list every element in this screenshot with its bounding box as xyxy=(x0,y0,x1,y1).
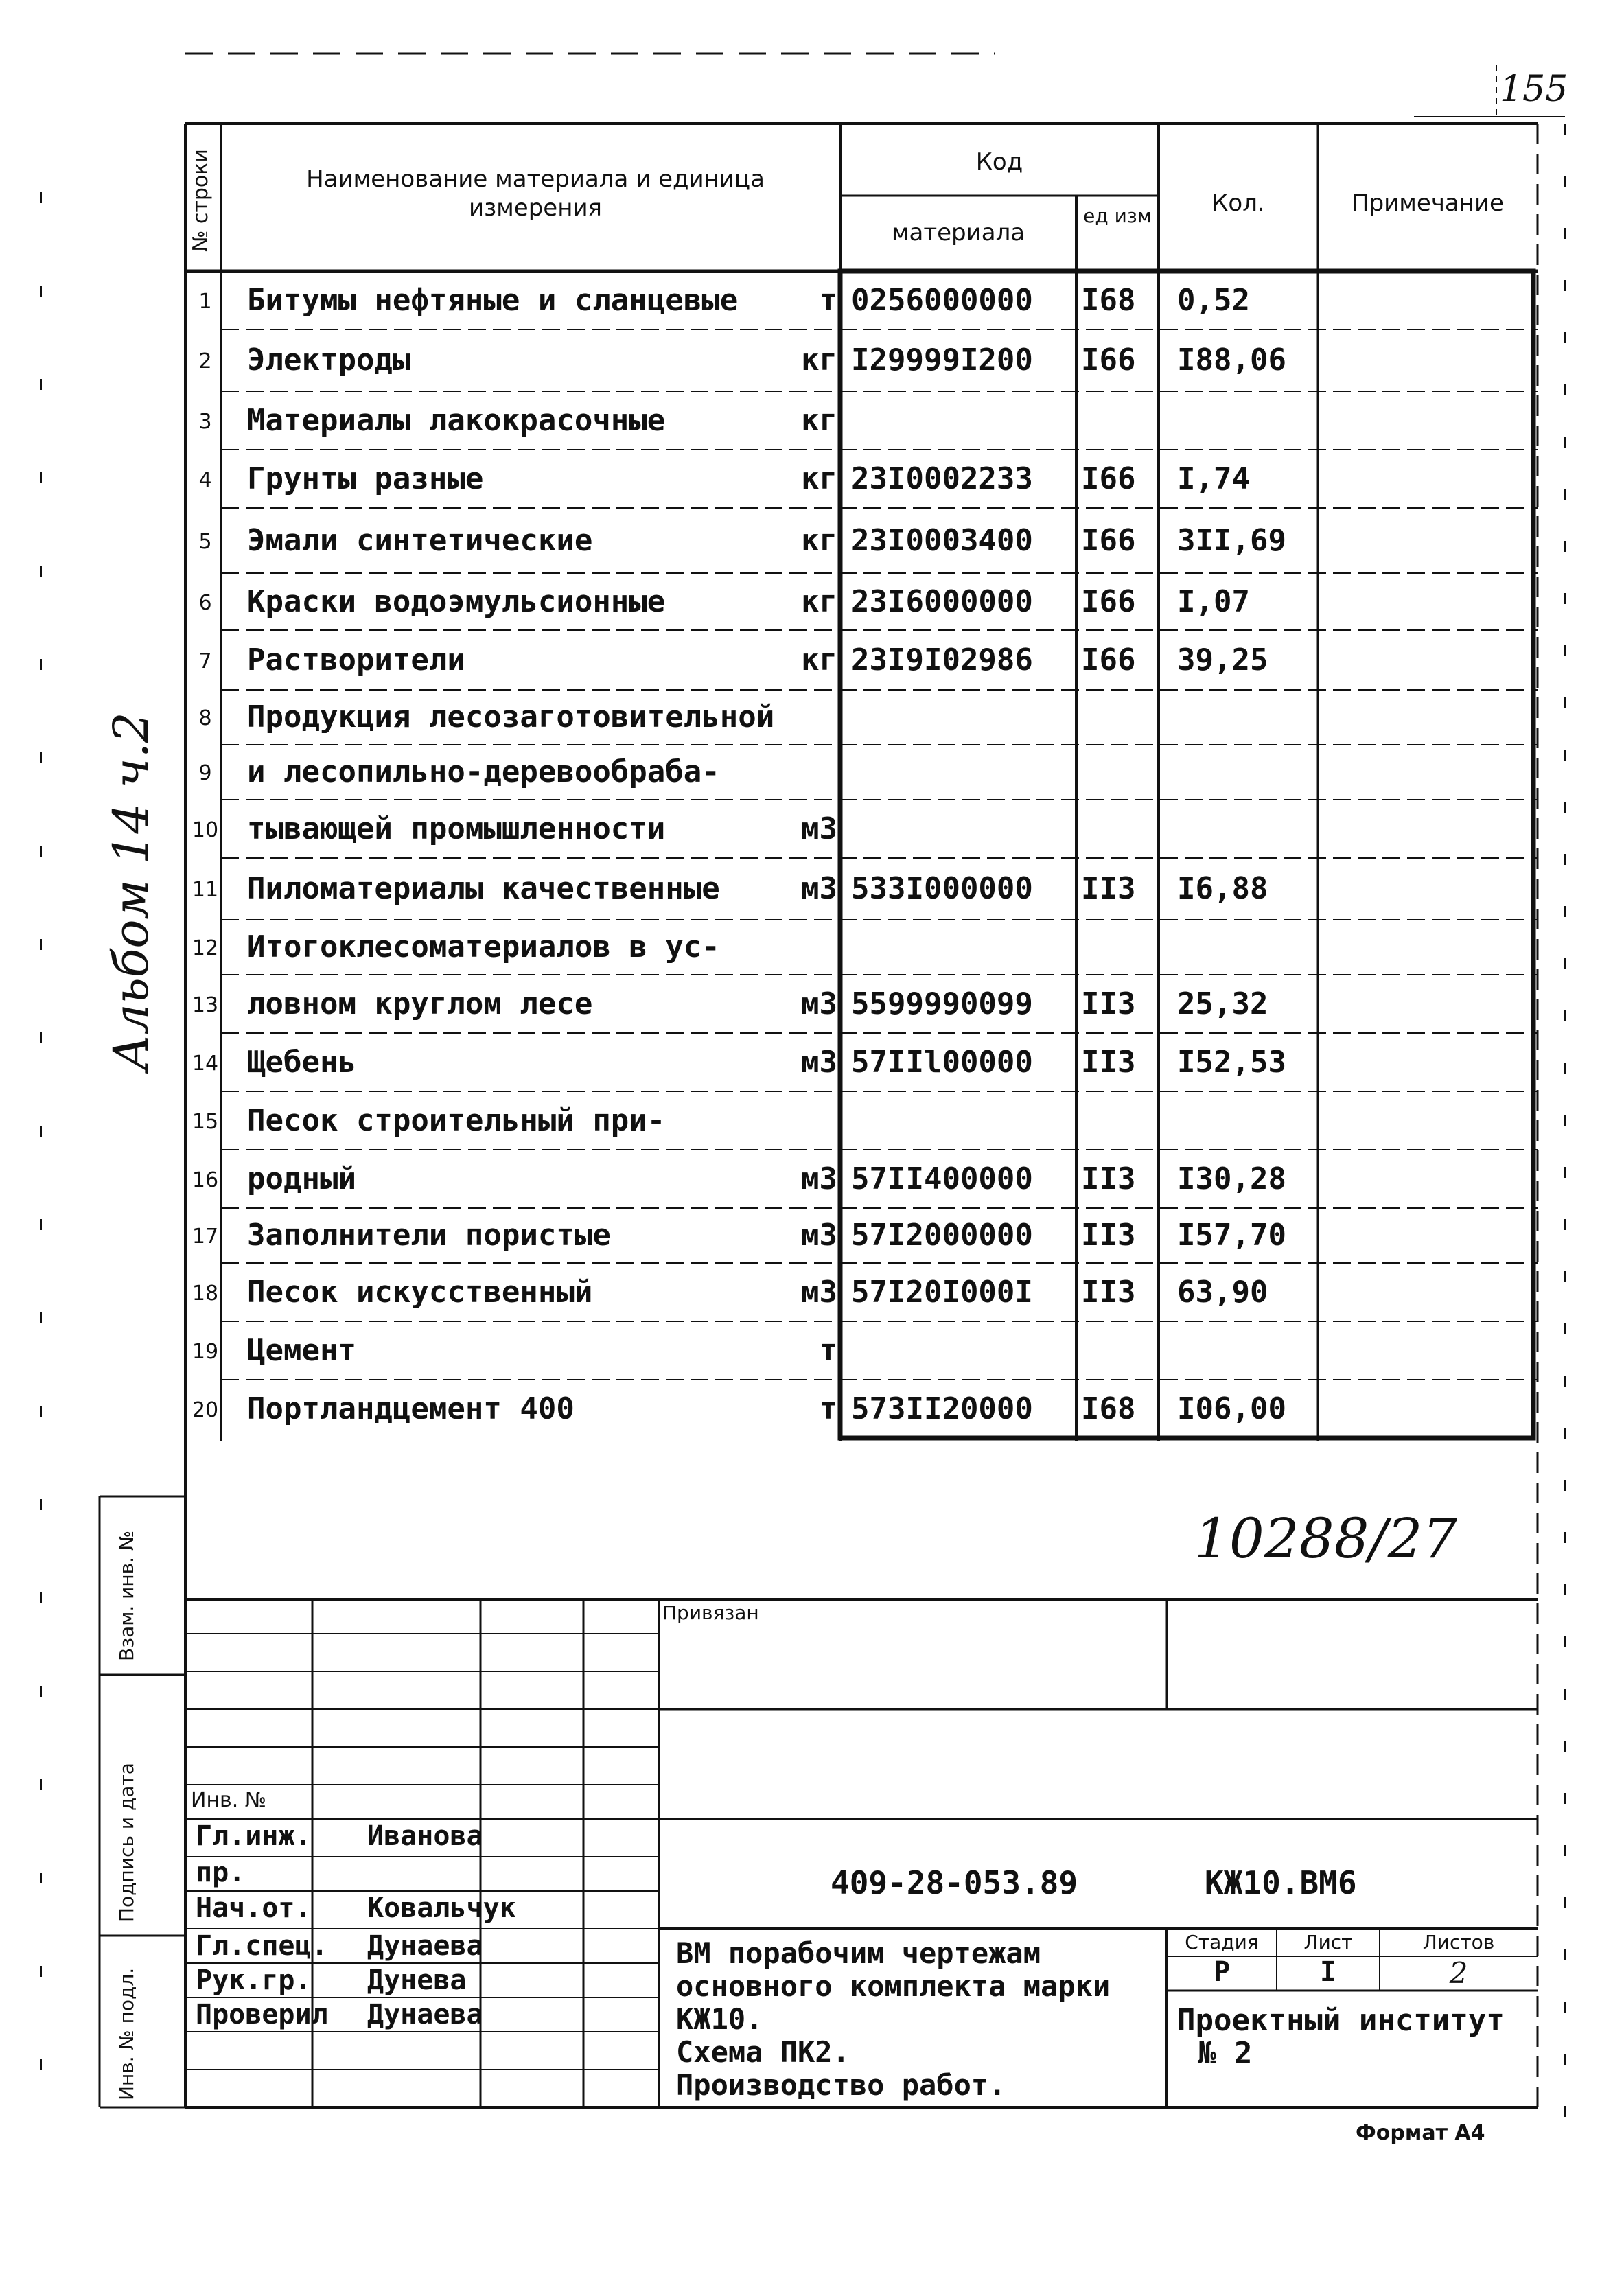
unit-code: I68 xyxy=(1081,1391,1136,1426)
album-note: Альбом 14 ч.2 xyxy=(103,712,159,1071)
material-name: Портландцемент 400 xyxy=(247,1391,575,1426)
row-number: 4 xyxy=(198,467,212,492)
signer-name: Ковальчук xyxy=(367,1892,516,1924)
unit-code: II3 xyxy=(1081,1161,1136,1196)
unit-code: II3 xyxy=(1081,1044,1136,1080)
row-number: 16 xyxy=(192,1168,219,1192)
header-row-number: № строки xyxy=(189,149,213,252)
unit-code: II3 xyxy=(1081,1218,1136,1253)
material-code: 57I20I000I xyxy=(851,1274,1033,1310)
signer-name: Иванова xyxy=(367,1820,483,1852)
side-label-original-inv: Инв. № подл. xyxy=(115,1967,138,2100)
row-number: 18 xyxy=(192,1281,219,1306)
material-unit: кг xyxy=(801,642,837,677)
unit-code: II3 xyxy=(1081,871,1136,906)
material-name: Электроды xyxy=(247,343,411,378)
material-unit: м3 xyxy=(801,871,837,906)
signer-role: Гл.инж. xyxy=(196,1820,312,1852)
sheets-value: 2 xyxy=(1449,1956,1468,1990)
unit-code: I68 xyxy=(1081,282,1136,318)
unit-code: I66 xyxy=(1081,461,1136,496)
title-line: ВМ порабочим чертежам xyxy=(676,1936,1041,1970)
material-name: Эмали синтетические xyxy=(247,522,593,558)
header-code-group: Код xyxy=(975,148,1023,176)
row-number: 2 xyxy=(198,349,212,373)
material-name: Битумы нефтяные и сланцевые xyxy=(247,282,739,318)
unit-code: I66 xyxy=(1081,642,1136,677)
material-code: 57II400000 xyxy=(851,1161,1033,1196)
material-name: Песок строительный при- xyxy=(247,1102,666,1138)
quantity: I88,06 xyxy=(1177,343,1286,378)
header-note: Примечание xyxy=(1352,189,1504,217)
signer-role: Гл.спец. xyxy=(196,1930,328,1962)
row-number: 6 xyxy=(198,590,212,615)
row-number: 20 xyxy=(192,1398,219,1422)
quantity: I,74 xyxy=(1177,461,1250,496)
row-number: 8 xyxy=(198,706,212,730)
material-unit: м3 xyxy=(801,811,837,846)
material-name: тывающей промышленности xyxy=(247,811,666,846)
material-name: Заполнители пористые xyxy=(247,1218,611,1253)
material-unit: т xyxy=(819,1332,837,1368)
material-unit: м3 xyxy=(801,1218,837,1253)
signer-role: Рук.гр. xyxy=(196,1964,312,1996)
title-line: Схема ПК2. xyxy=(676,2035,850,2069)
signer-role: Нач.от. xyxy=(196,1892,312,1924)
material-name: Растворители xyxy=(247,642,465,677)
quantity: 63,90 xyxy=(1177,1274,1268,1310)
quantity: I52,53 xyxy=(1177,1044,1286,1080)
material-unit: м3 xyxy=(801,1044,837,1080)
material-code: 533I000000 xyxy=(851,871,1033,906)
sheet-label: Лист xyxy=(1303,1931,1353,1954)
material-name: ловном круглом лесе xyxy=(247,986,593,1021)
material-code: 573II20000 xyxy=(851,1391,1033,1426)
material-unit: м3 xyxy=(801,1161,837,1196)
material-unit: кг xyxy=(801,583,837,619)
material-unit: т xyxy=(819,1391,837,1426)
material-code: 23I9I02986 xyxy=(851,642,1033,677)
format-label: Формат А4 xyxy=(1356,2121,1485,2145)
header-quantity: Кол. xyxy=(1211,189,1265,217)
material-code: 57I2000000 xyxy=(851,1218,1033,1253)
privyazan-label: Привязан xyxy=(662,1601,759,1624)
title-line: основного комплекта марки xyxy=(676,1969,1111,2003)
signer-name: Дунаева xyxy=(367,1999,483,2030)
unit-code: II3 xyxy=(1081,1274,1136,1310)
stage-label: Стадия xyxy=(1185,1931,1259,1954)
side-label-signature-date: Подпись и дата xyxy=(115,1763,138,1922)
sheet-value: I xyxy=(1319,1956,1337,1988)
row-number: 13 xyxy=(192,993,219,1017)
signer-name: Дунаева xyxy=(367,1930,483,1962)
quantity: 3II,69 xyxy=(1177,522,1286,558)
material-unit: кг xyxy=(801,461,837,496)
material-name: Итогоклесоматериалов в ус- xyxy=(247,929,720,964)
row-number: 7 xyxy=(198,649,212,673)
row-number: 12 xyxy=(192,936,219,960)
row-number: 17 xyxy=(192,1225,219,1249)
signer-role: Проверил xyxy=(196,1999,328,2030)
header-code-unit: ед изм xyxy=(1083,205,1152,227)
material-unit: т xyxy=(819,282,837,318)
organization xyxy=(1177,2004,1505,2070)
material-name: Продукция лесозаготовительной xyxy=(247,699,775,734)
material-code: 23I0002233 xyxy=(851,461,1033,496)
document-code: 409-28-053.89 xyxy=(831,1864,1078,1901)
material-name: Пиломатериалы качественные xyxy=(247,871,720,906)
material-name: Цемент xyxy=(247,1332,356,1368)
row-number: 14 xyxy=(192,1051,219,1076)
inv-no-label: Инв. № xyxy=(191,1788,267,1812)
side-label-replace-inv: Взам. инв. № xyxy=(115,1530,138,1661)
sheets-label: Листов xyxy=(1422,1931,1495,1954)
document-mark: КЖ10.ВМ6 xyxy=(1205,1864,1357,1901)
material-name: родный xyxy=(247,1161,356,1196)
unit-code: I66 xyxy=(1081,583,1136,619)
quantity: I,07 xyxy=(1177,583,1250,619)
title-line: Производство работ. xyxy=(676,2068,1006,2102)
quantity: 0,52 xyxy=(1177,282,1250,318)
material-name: Краски водоэмульсионные xyxy=(247,583,666,619)
row-number: 5 xyxy=(198,529,212,554)
material-code: 23I0003400 xyxy=(851,522,1033,558)
material-unit: кг xyxy=(801,522,837,558)
material-code: I29999I200 xyxy=(851,343,1033,378)
row-number: 19 xyxy=(192,1339,219,1364)
material-code: 57IIl00000 xyxy=(851,1044,1033,1080)
row-number: 15 xyxy=(192,1109,219,1134)
stage-value: Р xyxy=(1213,1956,1231,1988)
row-number: 11 xyxy=(192,878,219,902)
material-unit: кг xyxy=(801,343,837,378)
row-number: 1 xyxy=(198,289,212,314)
quantity: I6,88 xyxy=(1177,871,1268,906)
material-name: Щебень xyxy=(247,1044,356,1080)
signer-name: Дунева xyxy=(367,1964,467,1996)
material-name: Материалы лакокрасочные xyxy=(247,402,666,438)
unit-code: I66 xyxy=(1081,343,1136,378)
material-name: Песок искусственный xyxy=(247,1274,593,1310)
header-code-material: материала xyxy=(891,219,1025,246)
registration-number: 10288/27 xyxy=(1194,1507,1458,1570)
material-code: 23I6000000 xyxy=(851,583,1033,619)
material-code: 0256000000 xyxy=(851,282,1033,318)
organization-line: № 2 xyxy=(1198,2036,1253,2071)
row-number: 3 xyxy=(198,409,212,434)
quantity: I57,70 xyxy=(1177,1218,1286,1253)
material-code: 5599990099 xyxy=(851,986,1033,1021)
row-number: 10 xyxy=(192,818,219,842)
document-title xyxy=(676,1937,1110,2102)
quantity: I06,00 xyxy=(1177,1391,1286,1426)
unit-code: I66 xyxy=(1081,522,1136,558)
quantity: I30,28 xyxy=(1177,1161,1286,1196)
header-name: Наименование материала и единица измерения xyxy=(306,165,765,222)
page-number: 155 xyxy=(1500,69,1568,110)
organization-line: Проектный институт xyxy=(1177,2003,1505,2038)
quantity: 25,32 xyxy=(1177,986,1268,1021)
material-unit: кг xyxy=(801,402,837,438)
title-line: КЖ10. xyxy=(676,2002,763,2036)
quantity: 39,25 xyxy=(1177,642,1268,677)
material-name: и лесопильно-деревообраба- xyxy=(247,754,720,789)
unit-code: II3 xyxy=(1081,986,1136,1021)
signer-role: пр. xyxy=(196,1857,246,1888)
row-number: 9 xyxy=(198,761,212,785)
material-unit: м3 xyxy=(801,1274,837,1310)
material-unit: м3 xyxy=(801,986,837,1021)
material-name: Грунты разные xyxy=(247,461,484,496)
